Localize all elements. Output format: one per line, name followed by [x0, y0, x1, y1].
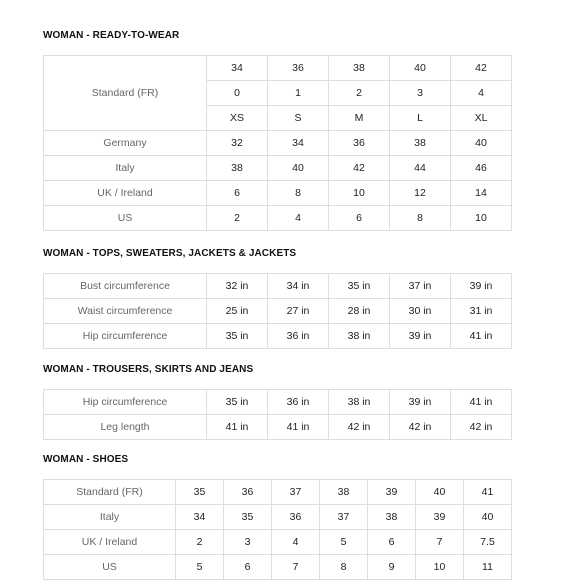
size-cell: 41 in: [268, 415, 329, 440]
table-row: [44, 206, 512, 231]
size-cell: 6: [224, 555, 272, 580]
row-label: UK / Ireland: [44, 181, 207, 206]
size-cell: 39 in: [390, 324, 451, 349]
tops-size-table: [43, 273, 512, 349]
size-cell: 40: [268, 156, 329, 181]
size-cell: 37 in: [390, 274, 451, 299]
table-row: [44, 505, 512, 530]
size-cell: 8: [320, 555, 368, 580]
size-cell: 10: [451, 206, 512, 231]
size-cell: 34: [207, 56, 268, 81]
section-title-shoes: WOMAN - SHOES: [43, 454, 129, 465]
size-cell: 9: [368, 555, 416, 580]
size-cell: 5: [176, 555, 224, 580]
size-cell: 41: [464, 480, 512, 505]
size-cell: 6: [368, 530, 416, 555]
size-cell: 36 in: [268, 390, 329, 415]
table-row: [44, 299, 512, 324]
size-cell: 7: [416, 530, 464, 555]
size-cell: 41 in: [451, 390, 512, 415]
size-cell: 8: [268, 181, 329, 206]
size-cell: 36: [224, 480, 272, 505]
size-cell: 35: [176, 480, 224, 505]
size-cell: 34: [176, 505, 224, 530]
table-row: [44, 530, 512, 555]
size-cell: 35 in: [207, 390, 268, 415]
size-cell: 30 in: [390, 299, 451, 324]
size-cell: 6: [207, 181, 268, 206]
size-cell: 40: [416, 480, 464, 505]
ready-to-wear-size-table: [43, 55, 512, 231]
size-cell: XS: [207, 106, 268, 131]
size-cell: M: [329, 106, 390, 131]
size-cell: 34 in: [268, 274, 329, 299]
size-cell: 38: [320, 480, 368, 505]
row-label: Waist circumference: [44, 299, 207, 324]
size-cell: 1: [268, 81, 329, 106]
row-label: UK / Ireland: [44, 530, 176, 555]
table-row: [44, 390, 512, 415]
section-title-tops: WOMAN - TOPS, SWEATERS, JACKETS & JACKETS: [43, 248, 297, 259]
size-cell: 42 in: [329, 415, 390, 440]
size-cell: 4: [451, 81, 512, 106]
size-cell: 36: [329, 131, 390, 156]
size-cell: XL: [451, 106, 512, 131]
size-cell: 7: [272, 555, 320, 580]
table-row: [44, 156, 512, 181]
size-cell: 38: [390, 131, 451, 156]
size-cell: 8: [390, 206, 451, 231]
size-cell: 32 in: [207, 274, 268, 299]
size-cell: 35 in: [329, 274, 390, 299]
size-cell: 38: [207, 156, 268, 181]
row-label: Italy: [44, 505, 176, 530]
size-cell: 42: [451, 56, 512, 81]
size-cell: S: [268, 106, 329, 131]
row-label: US: [44, 555, 176, 580]
size-cell: 46: [451, 156, 512, 181]
section-title-ready-to-wear: WOMAN - READY-TO-WEAR: [43, 30, 180, 41]
table-row: [44, 131, 512, 156]
table-row: [44, 555, 512, 580]
size-cell: 42: [329, 156, 390, 181]
size-cell: 12: [390, 181, 451, 206]
row-label: Leg length: [44, 415, 207, 440]
row-label: Bust circumference: [44, 274, 207, 299]
size-cell: 35: [224, 505, 272, 530]
size-cell: 5: [320, 530, 368, 555]
row-label: Hip circumference: [44, 390, 207, 415]
size-cell: 4: [272, 530, 320, 555]
size-cell: 38 in: [329, 390, 390, 415]
size-cell: 42 in: [451, 415, 512, 440]
size-cell: 40: [390, 56, 451, 81]
size-cell: L: [390, 106, 451, 131]
size-cell: 10: [329, 181, 390, 206]
size-cell: 39: [416, 505, 464, 530]
size-cell: 25 in: [207, 299, 268, 324]
size-cell: 35 in: [207, 324, 268, 349]
size-cell: 4: [268, 206, 329, 231]
size-cell: 2: [176, 530, 224, 555]
table-row: [44, 324, 512, 349]
row-label: Standard (FR): [44, 480, 176, 505]
table-row: [44, 415, 512, 440]
size-cell: 38 in: [329, 324, 390, 349]
size-cell: 38: [368, 505, 416, 530]
size-cell: 44: [390, 156, 451, 181]
row-label: US: [44, 206, 207, 231]
size-cell: 37: [320, 505, 368, 530]
size-cell: 27 in: [268, 299, 329, 324]
size-cell: 3: [224, 530, 272, 555]
size-cell: 28 in: [329, 299, 390, 324]
size-cell: 40: [451, 131, 512, 156]
size-cell: 37: [272, 480, 320, 505]
trousers-size-table: [43, 389, 512, 440]
size-cell: 31 in: [451, 299, 512, 324]
size-cell: 36 in: [268, 324, 329, 349]
size-cell: 14: [451, 181, 512, 206]
size-cell: 41 in: [207, 415, 268, 440]
size-cell: 42 in: [390, 415, 451, 440]
size-cell: 41 in: [451, 324, 512, 349]
size-cell: 3: [390, 81, 451, 106]
table-row: [44, 480, 512, 505]
size-cell: 2: [329, 81, 390, 106]
section-title-trousers: WOMAN - TROUSERS, SKIRTS AND JEANS: [43, 364, 254, 375]
size-cell: 10: [416, 555, 464, 580]
size-cell: 39: [368, 480, 416, 505]
size-cell: 34: [268, 131, 329, 156]
table-row: [44, 56, 512, 81]
table-row: [44, 274, 512, 299]
row-label: Germany: [44, 131, 207, 156]
size-cell: 38: [329, 56, 390, 81]
row-label: Hip circumference: [44, 324, 207, 349]
size-cell: 32: [207, 131, 268, 156]
size-cell: 0: [207, 81, 268, 106]
table-row: [44, 181, 512, 206]
size-cell: 40: [464, 505, 512, 530]
size-cell: 6: [329, 206, 390, 231]
row-label: Italy: [44, 156, 207, 181]
shoes-size-table: [43, 479, 512, 580]
size-cell: 36: [268, 56, 329, 81]
size-cell: 11: [464, 555, 512, 580]
size-cell: 36: [272, 505, 320, 530]
size-cell: 39 in: [390, 390, 451, 415]
size-cell: 2: [207, 206, 268, 231]
size-cell: 39 in: [451, 274, 512, 299]
size-cell: 7.5: [464, 530, 512, 555]
row-label: Standard (FR): [44, 56, 207, 131]
